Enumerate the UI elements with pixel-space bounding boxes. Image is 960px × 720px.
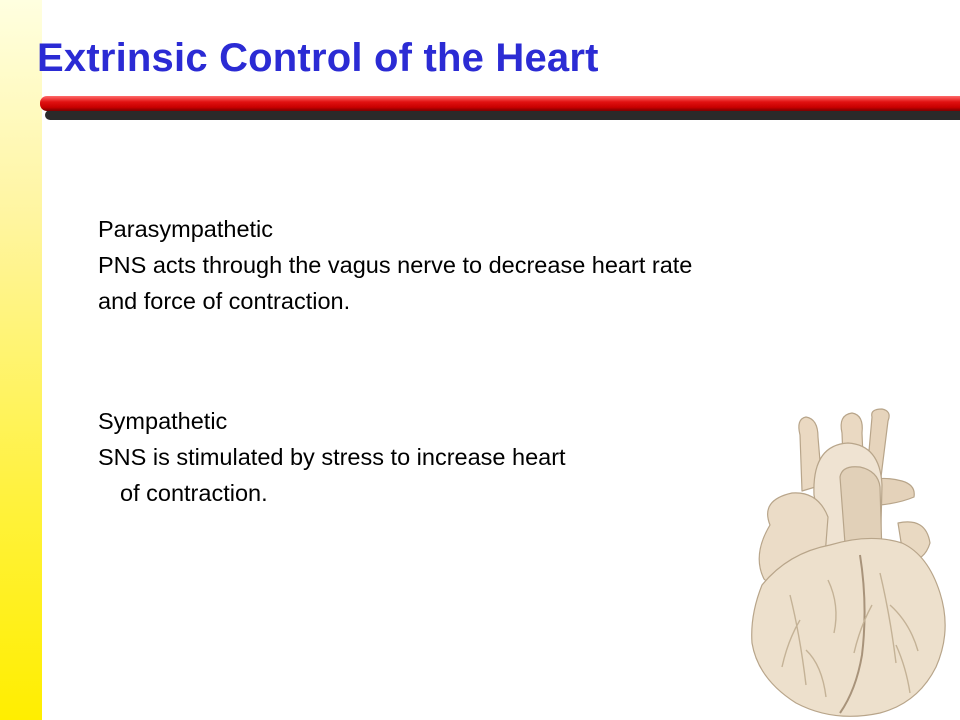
sympathetic-text-line-1: SNS is stimulated by stress to increase heart (98, 444, 566, 470)
sympathetic-block (98, 403, 758, 511)
title-underline-shadow (45, 110, 960, 120)
parasympathetic-text-line-1: PNS acts through the vagus nerve to decrease heart rate (98, 252, 693, 278)
side-accent-band (0, 0, 42, 720)
title-underline (40, 96, 960, 111)
parasympathetic-block (98, 211, 918, 319)
parasympathetic-text-line-2: and force of contraction. (98, 288, 351, 314)
heart-illustration (730, 405, 960, 720)
sympathetic-text-line-2: of contraction. (120, 480, 268, 506)
slide-title: Extrinsic Control of the Heart (37, 36, 599, 80)
parasympathetic-heading: Parasympathetic (98, 216, 274, 242)
sympathetic-heading: Sympathetic (98, 408, 228, 434)
